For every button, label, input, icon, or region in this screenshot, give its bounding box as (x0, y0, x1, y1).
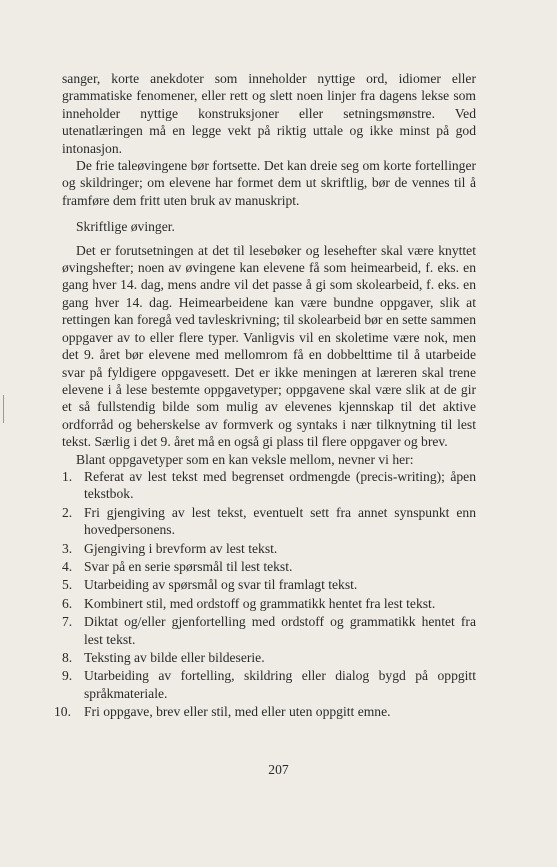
list-number: 6. (62, 595, 73, 611)
task-type-list (54, 468, 476, 721)
list-item (62, 613, 476, 648)
list-item (62, 540, 476, 557)
list-text: Utarbeiding av spørsmål og svar til framlagt tekst. (84, 577, 358, 593)
list-number: 10. (54, 704, 71, 720)
list-number: 9. (62, 668, 73, 684)
list-number: 4. (62, 558, 73, 574)
list-text: Referat av lest tekst med begrenset ordmengde (precis-writing); åpen tekstbok. (84, 468, 476, 502)
list-number: 2. (62, 504, 73, 520)
list-text: Teksting av bilde eller bildeserie. (84, 650, 265, 665)
list-text: Svar på en serie spørsmål til lest tekst. (84, 558, 293, 574)
list-item (62, 504, 476, 539)
list-item (62, 595, 476, 612)
list-number: 3. (62, 540, 73, 556)
list-number: 8. (62, 650, 73, 665)
list-item (62, 576, 476, 593)
list-text: Diktat og/eller gjenfortelling med ordstoff og grammatikk hentet fra lest tekst. (84, 614, 476, 647)
list-item (62, 558, 476, 575)
paragraph: De frie taleøvingene bør fortsette. Det kan dreie seg om korte fortellinger og skildringer; om elevene har formet dem ut skriftlig, bør de vennes til å framføre dem fritt uten bruk av manuskript. (62, 158, 476, 208)
list-number: 5. (62, 577, 73, 593)
list-item (54, 703, 476, 720)
paragraph: Det er forutsetningen at det til lesebøker og lesehefter skal være knyttet øvingshefter; noen av øvingene kan elevene få som heimearbeid, f. eks. en gang hver 14. dag, mens andre vil det passe å gi som skolearbeid, f. eks. en gang hver 14. dag. Heimearbeidene kan være bundne oppgaver, slik at rettingen kan foregå ved tavleskrivning; til skolearbeid bør en sette sammen oppgaver av to eller flere typer. Vanligvis vil en skoletime være nok, men det 9. året bør elevene med mellomrom få en dobbelttime til å utarbeide svar på fyldigere oppgavesett. Det er ikke meningen at læreren skal trene elevene i å lese bestemte oppgavetyper; oppgavene skal være slik at de gir et så fullstendig bilde som mulig av elevenes kjennskap til det aktive ordforråd og beherskelse av formverk og syntaks i nær tilknytning til lest tekst. Særlig i det 9. året må en også gi plass til flere oppgaver og brev. (62, 242, 476, 450)
paragraph: Blant oppgavetyper som en kan veksle mellom, nevner vi her: (76, 451, 414, 467)
list-text: Kombinert stil, med ordstoff og grammatikk hentet fra lest tekst. (84, 595, 436, 611)
margin-line (3, 395, 4, 423)
page-number: 207 (268, 762, 289, 777)
list-item (62, 468, 476, 503)
list-item (62, 649, 476, 666)
list-number: 7. (62, 614, 73, 630)
list-text: Utarbeiding av fortelling, skildring eller dialog bygd på oppgitt språkmateriale. (84, 668, 476, 701)
list-text: Gjengiving i brevform av lest tekst. (84, 540, 278, 556)
list-number: 1. (62, 468, 73, 484)
page-text (54, 70, 476, 722)
section-heading: Skriftlige øvinger. (76, 219, 175, 235)
list-text: Fri oppgave, brev eller stil, med eller uten oppgitt emne. (84, 704, 391, 720)
list-text: Fri gjengiving av lest tekst, eventuelt sett fra annet synspunkt enn hovedpersonens. (84, 504, 476, 538)
list-item (62, 667, 476, 702)
paragraph: sanger, korte anekdoter som inneholder nyttige ord, idiomer eller grammatiske fenomener, eller rett og slett noen linjer fra dagens lekse som inneholder nyttige konstruksjoner eller setningsmønstre. Ved utenatlæringen må en legge vekt på riktig uttale og ikke minst på god intonasjon. (62, 71, 476, 156)
